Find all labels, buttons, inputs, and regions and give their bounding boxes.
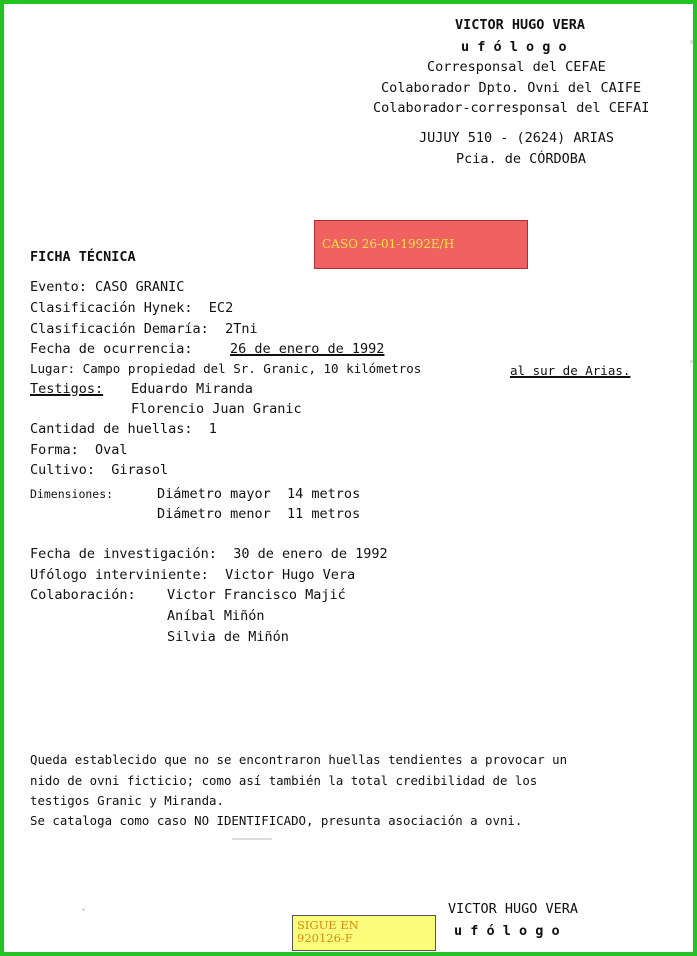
clasificacion-demaria: Clasificación Demaría: 2Tni [30,321,258,337]
scan-speck [82,908,85,911]
scan-speck [690,360,693,363]
diametro-mayor: Diámetro mayor 14 metros [157,486,361,502]
cultivo: Cultivo: Girasol [30,462,169,478]
fecha-ocurrencia-value: 26 de enero de 1992 [230,341,385,357]
forma: Forma: Oval [30,442,128,458]
cantidad-huellas: Cantidad de huellas: 1 [30,421,217,437]
conclusion-line-3: testigos Granic y Miranda. [30,793,224,808]
clasificacion-hynek: Clasificación Hynek: EC2 [30,300,234,316]
conclusion-line-2: nido de ovni ficticio; como así también la total credibilidad de los [30,773,538,788]
continuation-label-box: SIGUE EN 920126-F [292,915,436,951]
letterhead-line-cefae: Corresponsal del CEFAE [427,59,606,75]
scan-smudge [232,838,272,840]
ufologo-interviniente: Ufólogo interviniente: Victor Hugo Vera [30,567,356,583]
dimensiones-label: Dimensiones: [30,487,114,501]
letterhead-name: VICTOR HUGO VERA [455,17,586,33]
fecha-investigacion: Fecha de investigación: 30 de enero de 1992 [30,546,388,562]
lugar-text: Lugar: Campo propiedad del Sr. Granic, 10 kilómetros [30,361,422,376]
fecha-ocurrencia-label: Fecha de ocurrencia: [30,341,193,357]
testigo-1: Eduardo Miranda [131,381,253,397]
colaborador-3: Silvia de Miñón [167,629,289,645]
colaborador-1: Victor Francisco Majić [167,587,346,603]
ficha-heading: FICHA TÉCNICA [30,249,136,265]
conclusion-line-1: Queda establecido que no se encontraron huellas tendientes a provocar un [30,752,568,767]
letterhead-title: u f ó l o g o [461,39,567,55]
signature-title: u f ó l o g o [454,923,560,939]
case-label-box: CASO 26-01-1992E/H [314,220,528,269]
diametro-menor: Diámetro menor 11 metros [157,506,361,522]
colaboracion-label: Colaboración: [30,587,136,603]
conclusion-line-4: Se cataloga como caso NO IDENTIFICADO, presunta asociación a ovni. [30,813,523,828]
testigos-label: Testigos: [30,381,104,397]
letterhead-line-cefai: Colaborador-corresponsal del CEFAI [373,100,650,116]
letterhead-province: Pcia. de CÓRDOBA [456,151,587,167]
scan-speck [690,40,694,44]
evento: Evento: CASO GRANIC [30,279,185,295]
letterhead-address: JUJUY 510 - (2624) ARIAS [419,130,615,146]
colaborador-2: Aníbal Miñón [167,608,265,624]
testigo-2: Florencio Juan Granic [131,401,302,417]
signature-name: VICTOR HUGO VERA [448,901,579,917]
letterhead-line-caife: Colaborador Dpto. Ovni del CAIFE [381,80,642,96]
lugar-underlined: al sur de Arias. [510,363,631,378]
